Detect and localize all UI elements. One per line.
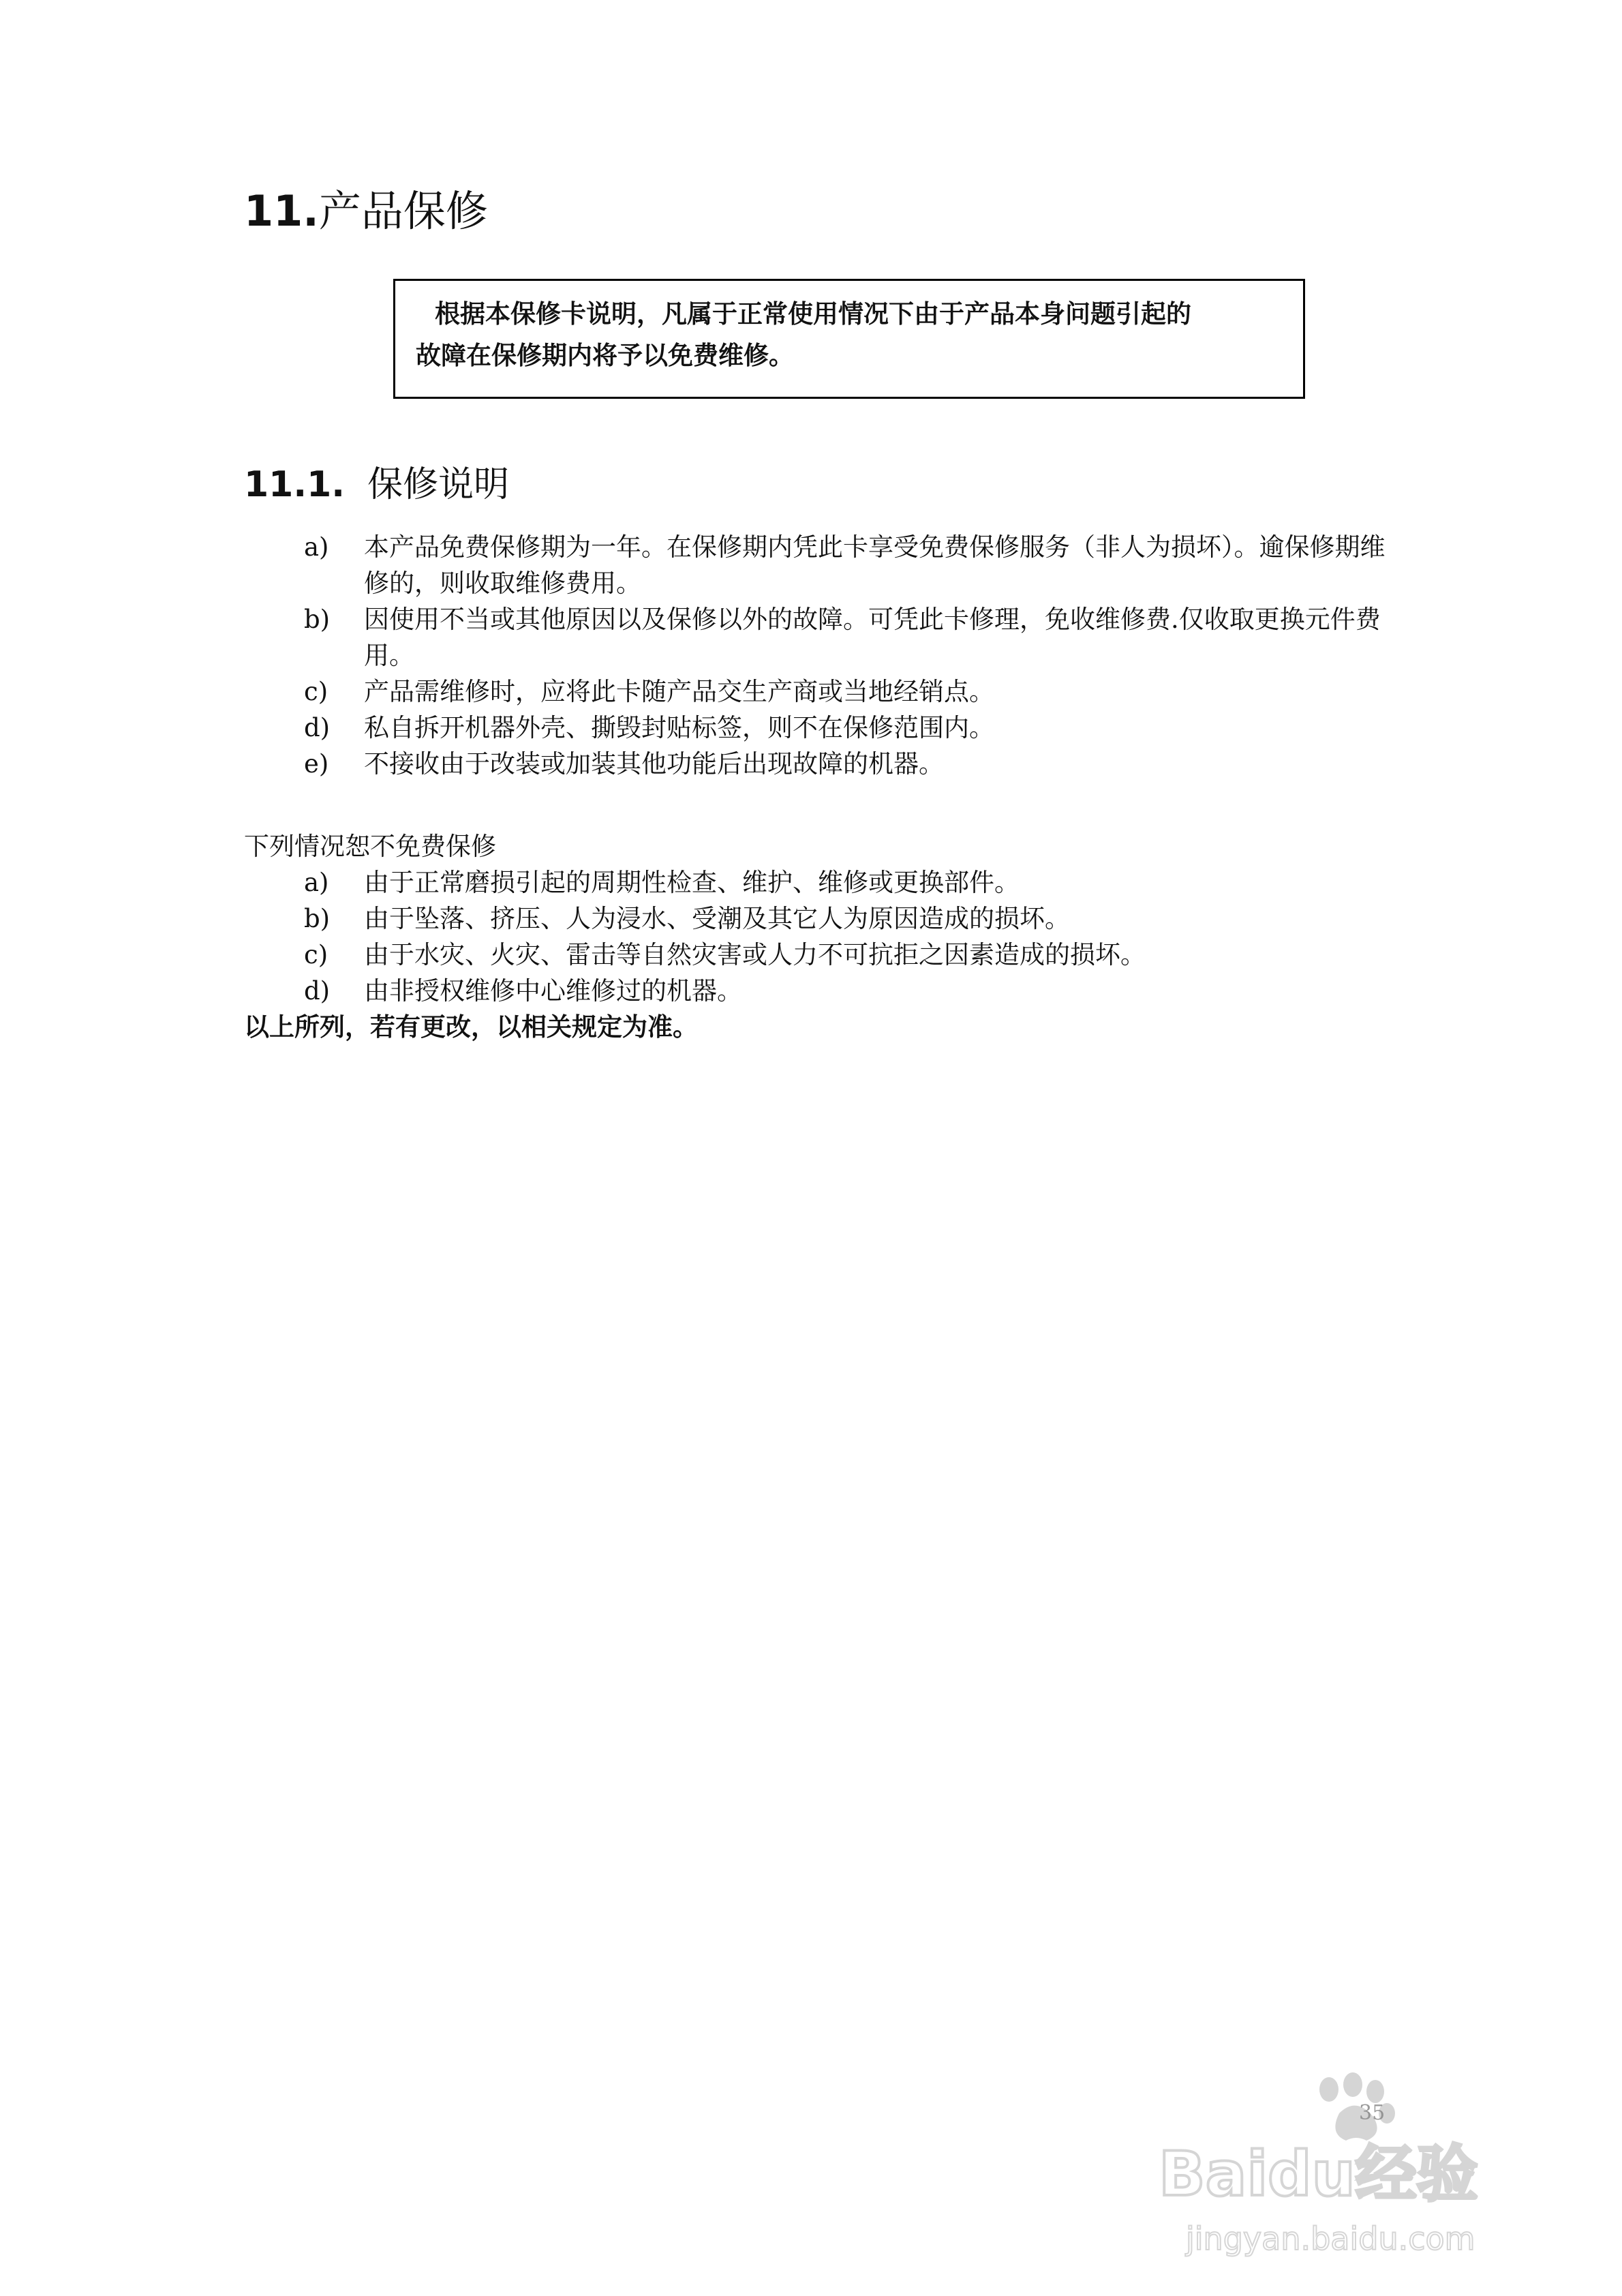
section-title: 产品保修 <box>318 186 488 236</box>
warranty-notice-box <box>393 279 1305 399</box>
baidu-jingyan-watermark <box>1145 2059 1567 2263</box>
list-marker: b) <box>304 605 331 634</box>
list-marker: c) <box>304 940 328 969</box>
subsection-title: 保修说明 <box>367 464 510 505</box>
list-marker: a) <box>304 532 329 562</box>
list-marker: d) <box>304 713 331 742</box>
exclusions-heading: 下列情况恕不免费保修 <box>244 832 496 861</box>
list-item <box>304 746 1394 782</box>
list-item-text: 由于坠落、挤压、人为浸水、受潮及其它人为原因造成的损坏。 <box>364 904 1070 933</box>
watermark-brand: Baidu经验 <box>1159 2139 1478 2210</box>
list-item <box>304 529 1394 601</box>
list-item <box>304 864 1394 901</box>
list-item-text: 本产品免费保修期为一年。在保修期内凭此卡享受免费保修服务（非人为损坏）。逾保修期维修的，则收取维修费用。 <box>364 532 1386 598</box>
list-marker: a) <box>304 868 329 897</box>
section-number: 11. <box>244 186 319 236</box>
list-item <box>304 901 1394 937</box>
closing-note: 以上所列，若有更改，以相关规定为准。 <box>244 1012 698 1042</box>
list-item-text: 私自拆开机器外壳、撕毁封贴标签，则不在保修范围内。 <box>364 713 994 742</box>
warranty-terms-list <box>304 529 1394 782</box>
list-item-text: 因使用不当或其他原因以及保修以外的故障。可凭此卡修理，免收维修费.仅收取更换元件费用。 <box>364 605 1381 670</box>
list-item-text: 由非授权维修中心维修过的机器。 <box>364 976 742 1006</box>
list-marker: b) <box>304 904 331 933</box>
section-heading <box>244 184 488 239</box>
list-item <box>304 973 1394 1009</box>
exclusions-list <box>304 864 1394 1009</box>
list-item <box>304 674 1394 710</box>
list-marker: e) <box>304 749 329 779</box>
list-item-text: 不接收由于改装或加装其他功能后出现故障的机器。 <box>364 749 944 779</box>
list-item <box>304 601 1394 674</box>
list-marker: c) <box>304 677 328 706</box>
subsection-heading <box>244 461 509 509</box>
list-marker: d) <box>304 976 331 1006</box>
list-item-text: 由于水灾、火灾、雷击等自然灾害或人力不可抗拒之因素造成的损坏。 <box>364 940 1146 969</box>
list-item <box>304 937 1394 973</box>
list-item-text: 由于正常磨损引起的周期性检查、维护、维修或更换部件。 <box>364 868 1020 897</box>
notice-line-1: 根据本保修卡说明，凡属于正常使用情况下由于产品本身问题引起的 <box>435 299 1191 329</box>
notice-line-2: 故障在保修期内将予以免费维修。 <box>416 340 794 370</box>
list-item-text: 产品需维修时，应将此卡随产品交生产商或当地经销点。 <box>364 677 994 706</box>
page-number: 35 <box>1359 2101 1386 2125</box>
watermark-url: jingyan.baidu.com <box>1186 2220 1475 2257</box>
subsection-number: 11.1. <box>244 464 346 505</box>
paw-icon <box>1319 2072 1395 2141</box>
list-item <box>304 710 1394 746</box>
